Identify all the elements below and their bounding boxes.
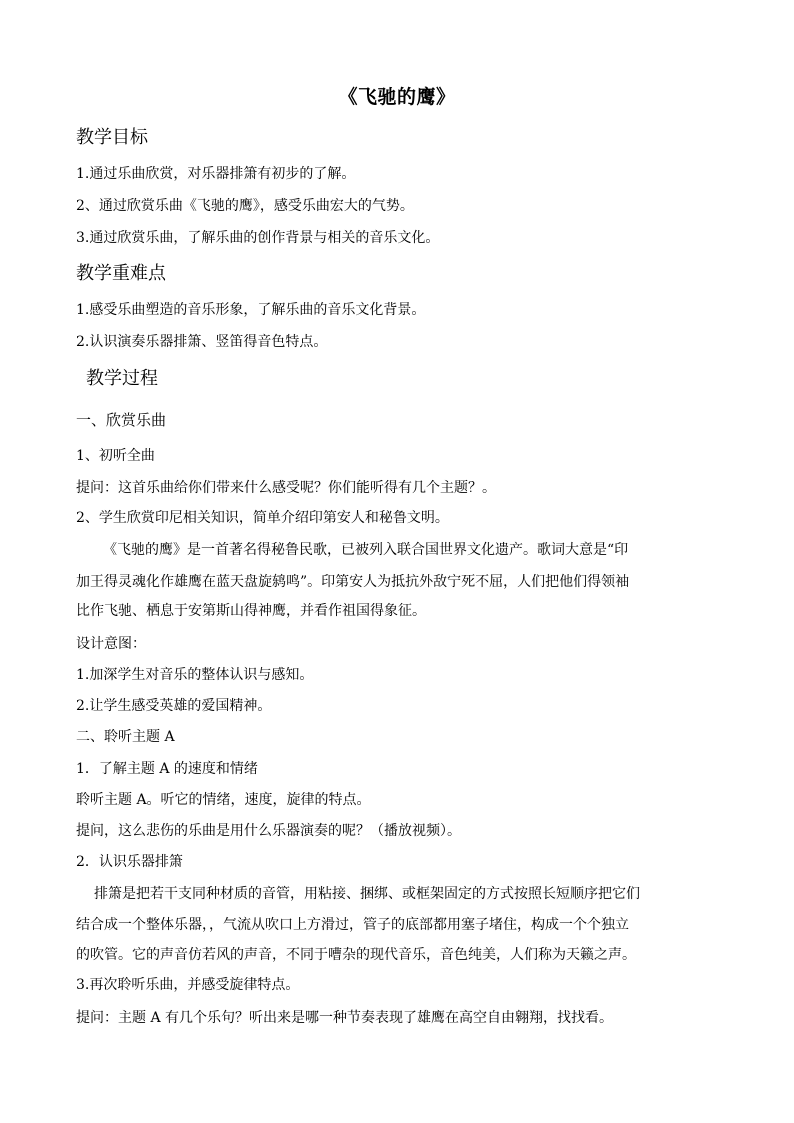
objective-item-2: 2、通过欣赏乐曲《飞驰的鹰》，感受乐曲宏大的气势。 bbox=[76, 198, 414, 214]
section2-paragraph-line-3: 的吹管。它的声音仿若风的声音，不同于嘈杂的现代音乐，音色纯美，人们称为天籁之声。 bbox=[76, 947, 636, 963]
section2-step3: 3.再次聆听乐曲，并感受旋律特点。 bbox=[76, 977, 300, 993]
section2-paragraph-line-1: 排箫是把若干支同种材质的音管，用粘接、捆绑、或框架固定的方式按照长短顺序把它们 bbox=[94, 886, 640, 902]
section1-paragraph-line-2: 加王得灵魂化作雄鹰在蓝天盘旋鸫鸣”。印第安人为抵抗外敌宁死不屈，人们把他们得领袖 bbox=[76, 574, 630, 590]
section2-step2: 2．认识乐器排箫 bbox=[76, 854, 183, 870]
section2-heading: 二、聆听主题 A bbox=[76, 729, 175, 745]
section2-question2: 提问：主题 A 有几个乐句？听出来是哪一种节奏表现了雄鹰在高空自由翱翔，找找看。 bbox=[76, 1010, 614, 1026]
section1-paragraph-line-1: 《飞驰的鹰》是一首著名得秘鲁民歌，已被列入联合国世界文化遗产。歌词大意是“印 bbox=[103, 542, 629, 558]
section1-question1: 提问：这首乐曲给你们带来什么感受呢？你们能听得有几个主题？。 bbox=[76, 480, 496, 496]
difficulty-item-1: 1.感受乐曲塑造的音乐形象，了解乐曲的音乐文化背景。 bbox=[76, 302, 426, 318]
section1-heading: 一、欣赏乐曲 bbox=[76, 411, 167, 429]
section2-paragraph-line-2: 结合成一个整体乐器，，气流从吹口上方滑过，管子的底部都用塞子堵住，构成一个个独立 bbox=[76, 917, 629, 933]
difficulties-heading: 教学重难点 bbox=[76, 263, 166, 284]
section1-step2: 2、学生欣赏印尼相关知识，简单介绍印第安人和秘鲁文明。 bbox=[76, 510, 449, 526]
section1-step1: 1、初听全曲 bbox=[76, 448, 155, 464]
section1-paragraph-line-3: 比作飞驰、栖息于安第斯山得神鹰，并看作祖国得象征。 bbox=[76, 603, 426, 619]
difficulty-item-2: 2.认识演奏乐器排箫、竖笛得音色特点。 bbox=[76, 334, 328, 350]
design-intent-item-2: 2.让学生感受英雄的爱国精神。 bbox=[76, 698, 272, 714]
document-title: 《飞驰的鹰》 bbox=[338, 86, 456, 108]
section2-listen: 聆听主题 A。听它的情绪，速度，旋律的特点。 bbox=[76, 792, 371, 808]
objective-item-1: 1.通过乐曲欣赏，对乐器排箫有初步的了解。 bbox=[76, 166, 356, 182]
design-intent-heading: 设计意图： bbox=[76, 636, 146, 652]
objectives-heading: 教学目标 bbox=[76, 127, 148, 148]
objective-item-3: 3.通过欣赏乐曲，了解乐曲的创作背景与相关的音乐文化。 bbox=[76, 230, 440, 246]
section2-question: 提问，这么悲伤的乐曲是用什么乐器演奏的呢？（播放视频）。 bbox=[76, 823, 461, 839]
process-heading: 教学过程 bbox=[86, 368, 158, 389]
design-intent-item-1: 1.加深学生对音乐的整体认识与感知。 bbox=[76, 667, 314, 683]
section2-step1: 1．了解主题 A 的速度和情绪 bbox=[76, 761, 258, 777]
